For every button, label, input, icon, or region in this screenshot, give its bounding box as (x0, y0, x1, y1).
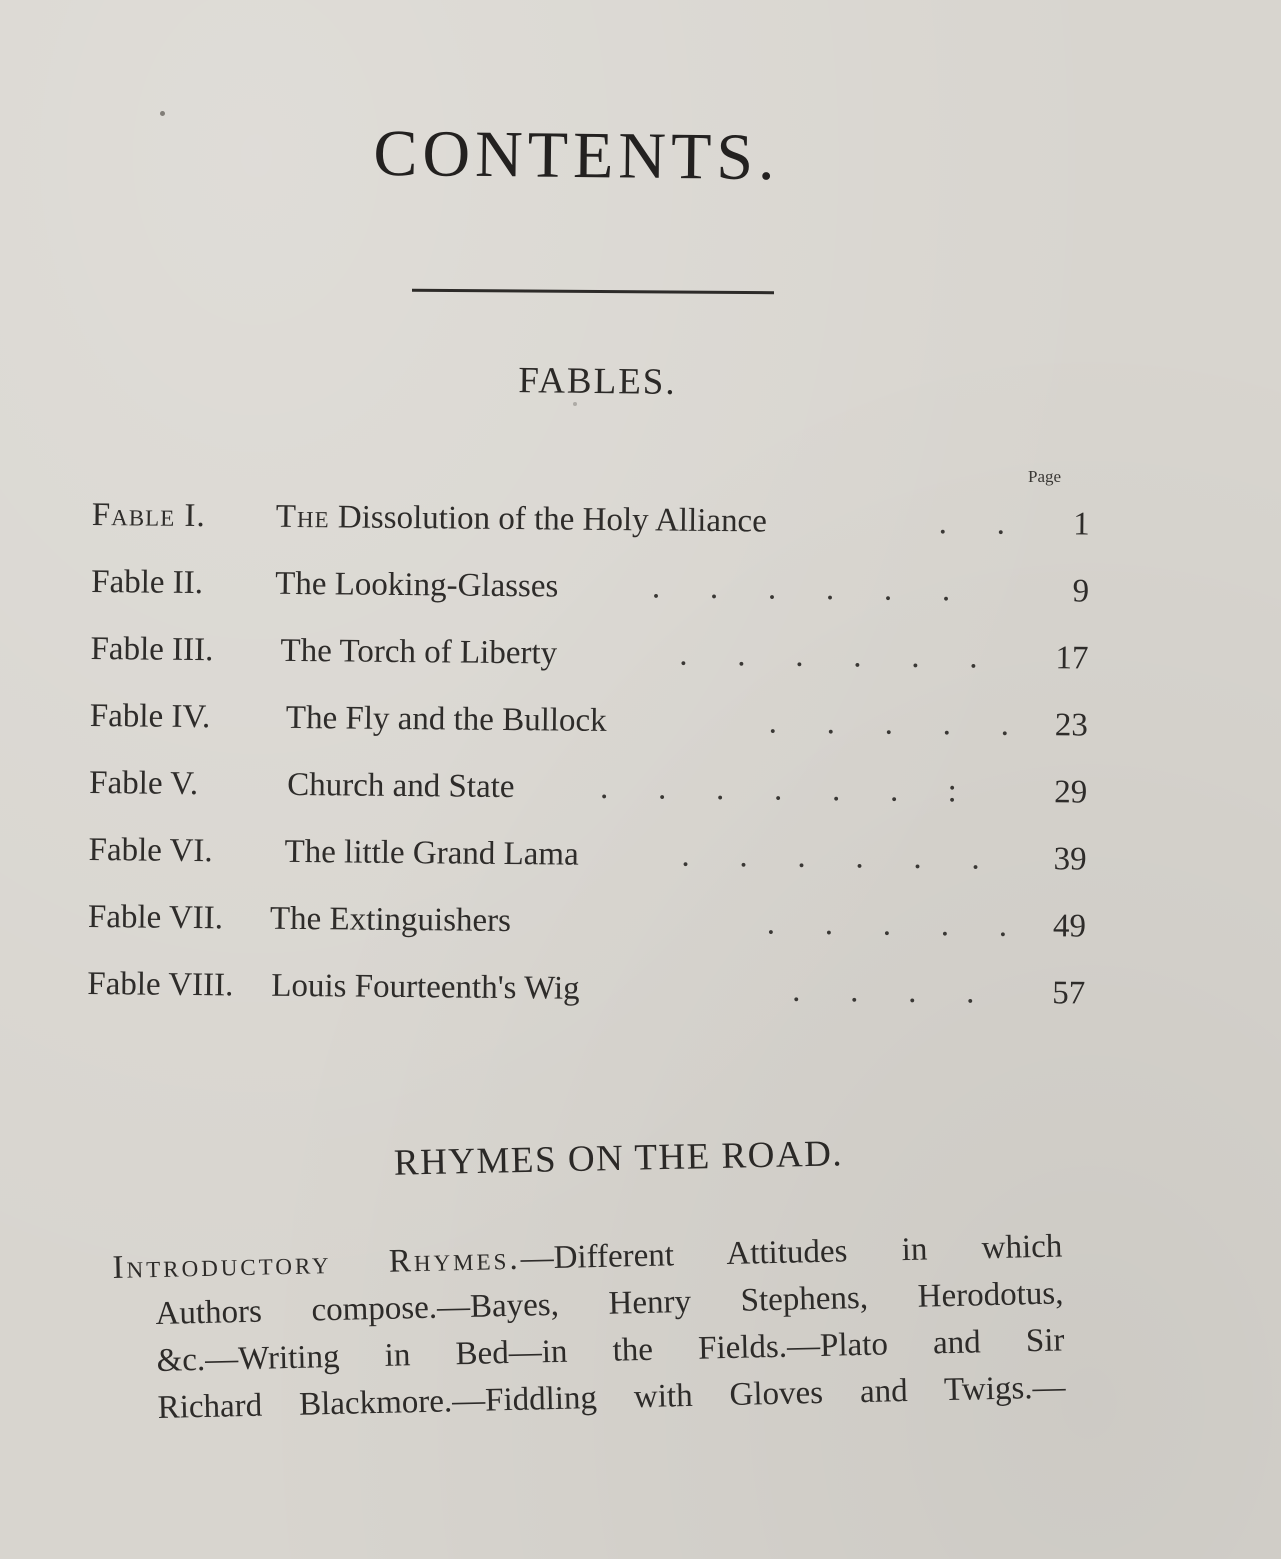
fable-title: The Extinguishers (269, 900, 512, 940)
page-number: 57 (1052, 975, 1086, 1012)
dot-leader: . . . . . . : (599, 769, 957, 810)
fable-title: The Fly and the Bullock (285, 699, 607, 739)
page-title: CONTENTS. (373, 116, 780, 195)
summary-line: Authors compose.—Bayes, Henry Stephens, Herodotus, (155, 1275, 1064, 1333)
fable-title: The Looking-Glasses (275, 565, 559, 605)
dot-leader: . . . . (791, 972, 975, 1011)
fable-number: Fable V. (89, 764, 199, 803)
summary-lead: Introductory Rhymes. (112, 1240, 522, 1286)
page-number: 9 (1072, 573, 1090, 610)
toc-entry (87, 966, 1108, 1043)
fables-table-of-contents (87, 497, 1112, 1043)
page-number: 49 (1052, 908, 1087, 945)
fable-number: Fable IV. (89, 697, 211, 736)
summary-text: —Different Attitudes in which (520, 1228, 1063, 1277)
fable-title: Louis Fourteenth's Wig (271, 967, 580, 1007)
dot-leader: . . (938, 505, 1006, 542)
toc-entry (89, 765, 1110, 842)
fable-number: Fable I. (91, 497, 206, 535)
fable-number: Fable VI. (88, 831, 213, 870)
page-number: 17 (1055, 640, 1089, 677)
dot-leader: . . . . . (766, 905, 1008, 944)
title-divider-rule (412, 289, 774, 295)
toc-entry (91, 564, 1112, 641)
section-heading-rhymes-on-the-road: RHYMES ON THE ROAD. (393, 1133, 844, 1184)
fable-title (276, 499, 767, 541)
page-number: 29 (1054, 774, 1088, 811)
section-heading-fables: FABLES. (518, 360, 677, 403)
dot-leader: . . . . . . (651, 569, 951, 609)
summary-line: Richard Blackmore.—Fiddling with Gloves and Twigs.— (157, 1369, 1066, 1427)
dot-leader: . . . . . . (681, 837, 980, 877)
fable-title: The Torch of Liberty (280, 632, 558, 672)
toc-entry (89, 698, 1110, 775)
introductory-rhymes-summary (112, 1223, 1066, 1433)
fable-title-lead: The (275, 498, 330, 536)
toc-entry (88, 832, 1109, 909)
fable-title: The little Grand Lama (284, 833, 579, 873)
fable-number: Fable VIII. (87, 965, 234, 1004)
toc-entry (90, 631, 1111, 708)
fable-number: Fable II. (91, 563, 204, 602)
dot-leader: . . . . . (768, 704, 1010, 743)
fable-number: Fable VII. (87, 898, 224, 937)
toc-entry (91, 497, 1112, 574)
summary-line: &c.—Writing in Bed—in the Fields.—Plato and Sir (156, 1322, 1065, 1380)
page-number: 23 (1054, 707, 1089, 744)
page-column-label: Page (1028, 467, 1062, 486)
fable-number: Fable III. (90, 630, 214, 669)
fable-title-rest: Dissolution of the Holy Alliance (329, 499, 768, 540)
page-number: 1 (1073, 506, 1090, 543)
fable-title: Church and State (287, 766, 515, 806)
page-number: 39 (1053, 841, 1087, 878)
toc-entry (87, 899, 1108, 976)
dot-leader: . . . . . . (679, 636, 978, 676)
